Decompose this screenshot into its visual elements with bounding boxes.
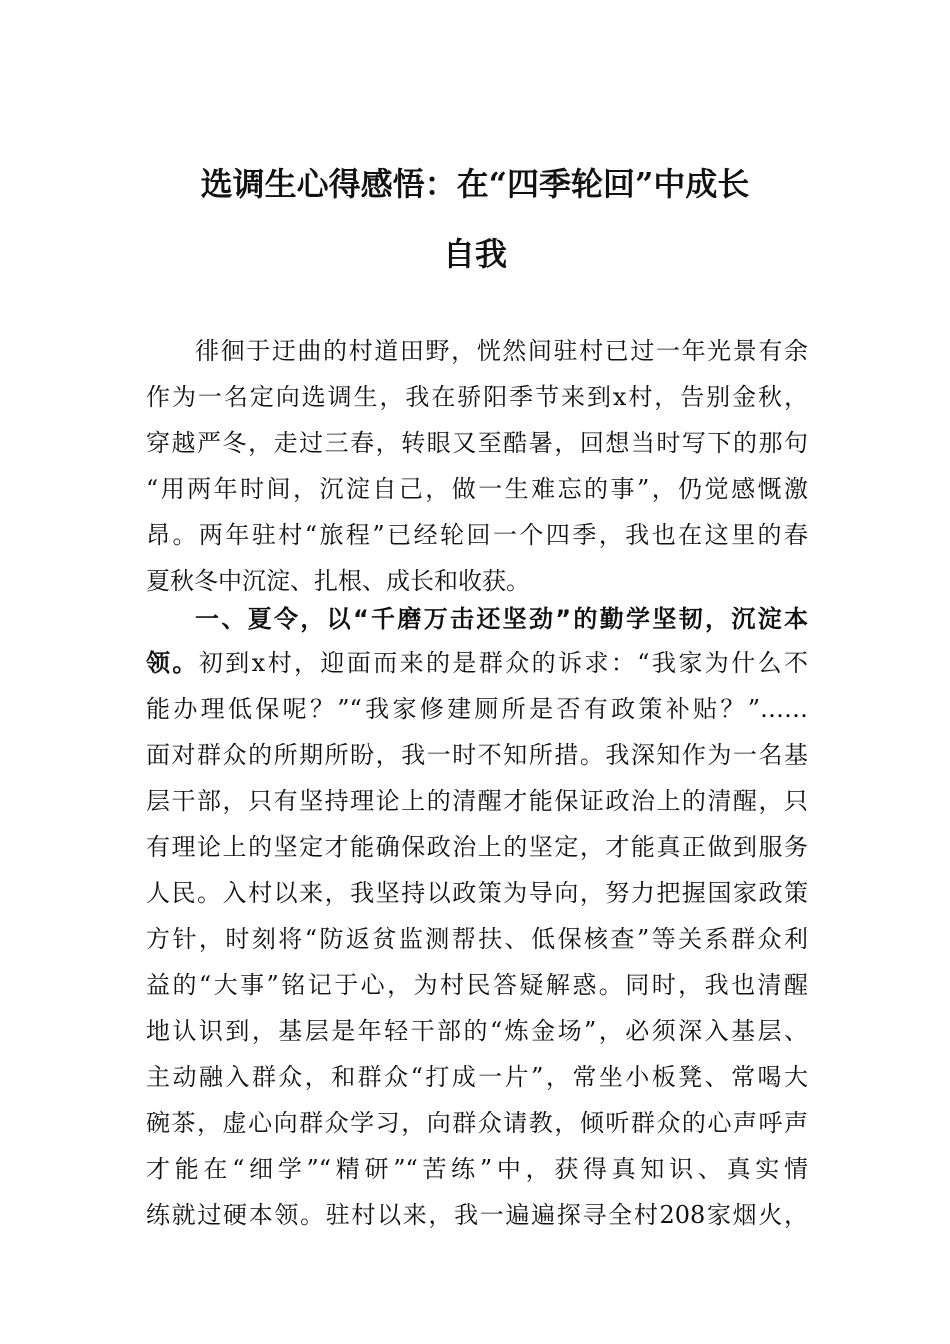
paragraph-1-line: 昂。两年驻村“旅程”已经轮回一个四季，我也在这里的春: [146, 521, 808, 549]
section-1-line: 益的“大事”铭记于心，为村民答疑解惑。同时，我也清醒: [146, 971, 808, 999]
section-1-line: 才能在“细学”“精研”“苦练”中，获得真知识、真实情: [146, 1155, 808, 1183]
section-1-body-start: 初到x村，迎面而来的是群众的诉求：“我家为什么不: [198, 649, 808, 677]
paragraph-1-line: 作为一名定向选调生，我在骄阳季节来到x村，告别金秋，: [146, 383, 808, 411]
paragraph-1-line: 徘徊于迂曲的村道田野，恍然间驻村已过一年光景有余: [195, 337, 808, 365]
paragraph-1-line: “用两年时间，沉淀自己，做一生难忘的事”，仍觉感慨激: [146, 475, 808, 503]
section-1-heading: 一、夏令，以“千磨万击还坚劲”的勤学坚韧，沉淀本: [195, 605, 808, 633]
section-1-line: 主动融入群众，和群众“打成一片”，常坐小板凳、常喝大: [146, 1063, 808, 1091]
section-1-line: 有理论上的坚定才能确保政治上的坚定，才能真正做到服务: [146, 833, 808, 861]
section-1-line: 人民。入村以来，我坚持以政策为导向，努力把握国家政策: [146, 879, 808, 907]
section-1-line: 层干部，只有坚持理论上的清醒才能保证政治上的清醒，只: [146, 787, 808, 815]
section-1-heading-end: 领。: [146, 649, 199, 677]
document-title-line-1: 选调生心得感悟：在“四季轮回”中成长: [200, 165, 750, 203]
document-title-line-2: 自我: [442, 235, 507, 273]
paragraph-1-line: 夏秋冬中沉淀、扎根、成长和收获。: [146, 567, 530, 595]
section-1-heading-continuation: [146, 640, 808, 686]
section-1-line: 面对群众的所期所盼，我一时不知所措。我深知作为一名基: [146, 741, 808, 769]
paragraph-1-line: 穿越严冬，走过三春，转眼又至酷暑，回想当时写下的那句: [146, 429, 808, 457]
section-1-line: 能办理低保呢？”“我家修建厕所是否有政策补贴？”……: [146, 695, 808, 723]
section-1-line: 方针，时刻将“防返贫监测帮扶、低保核查”等关系群众利: [146, 925, 808, 953]
section-1-line: 练就过硬本领。驻村以来，我一遍遍探寻全村208家烟火，: [146, 1201, 808, 1229]
section-1-line: 碗茶，虚心向群众学习，向群众请教，倾听群众的心声呼声: [146, 1109, 808, 1137]
section-1-line: 地认识到，基层是年轻干部的“炼金场”，必须深入基层、: [146, 1017, 808, 1045]
